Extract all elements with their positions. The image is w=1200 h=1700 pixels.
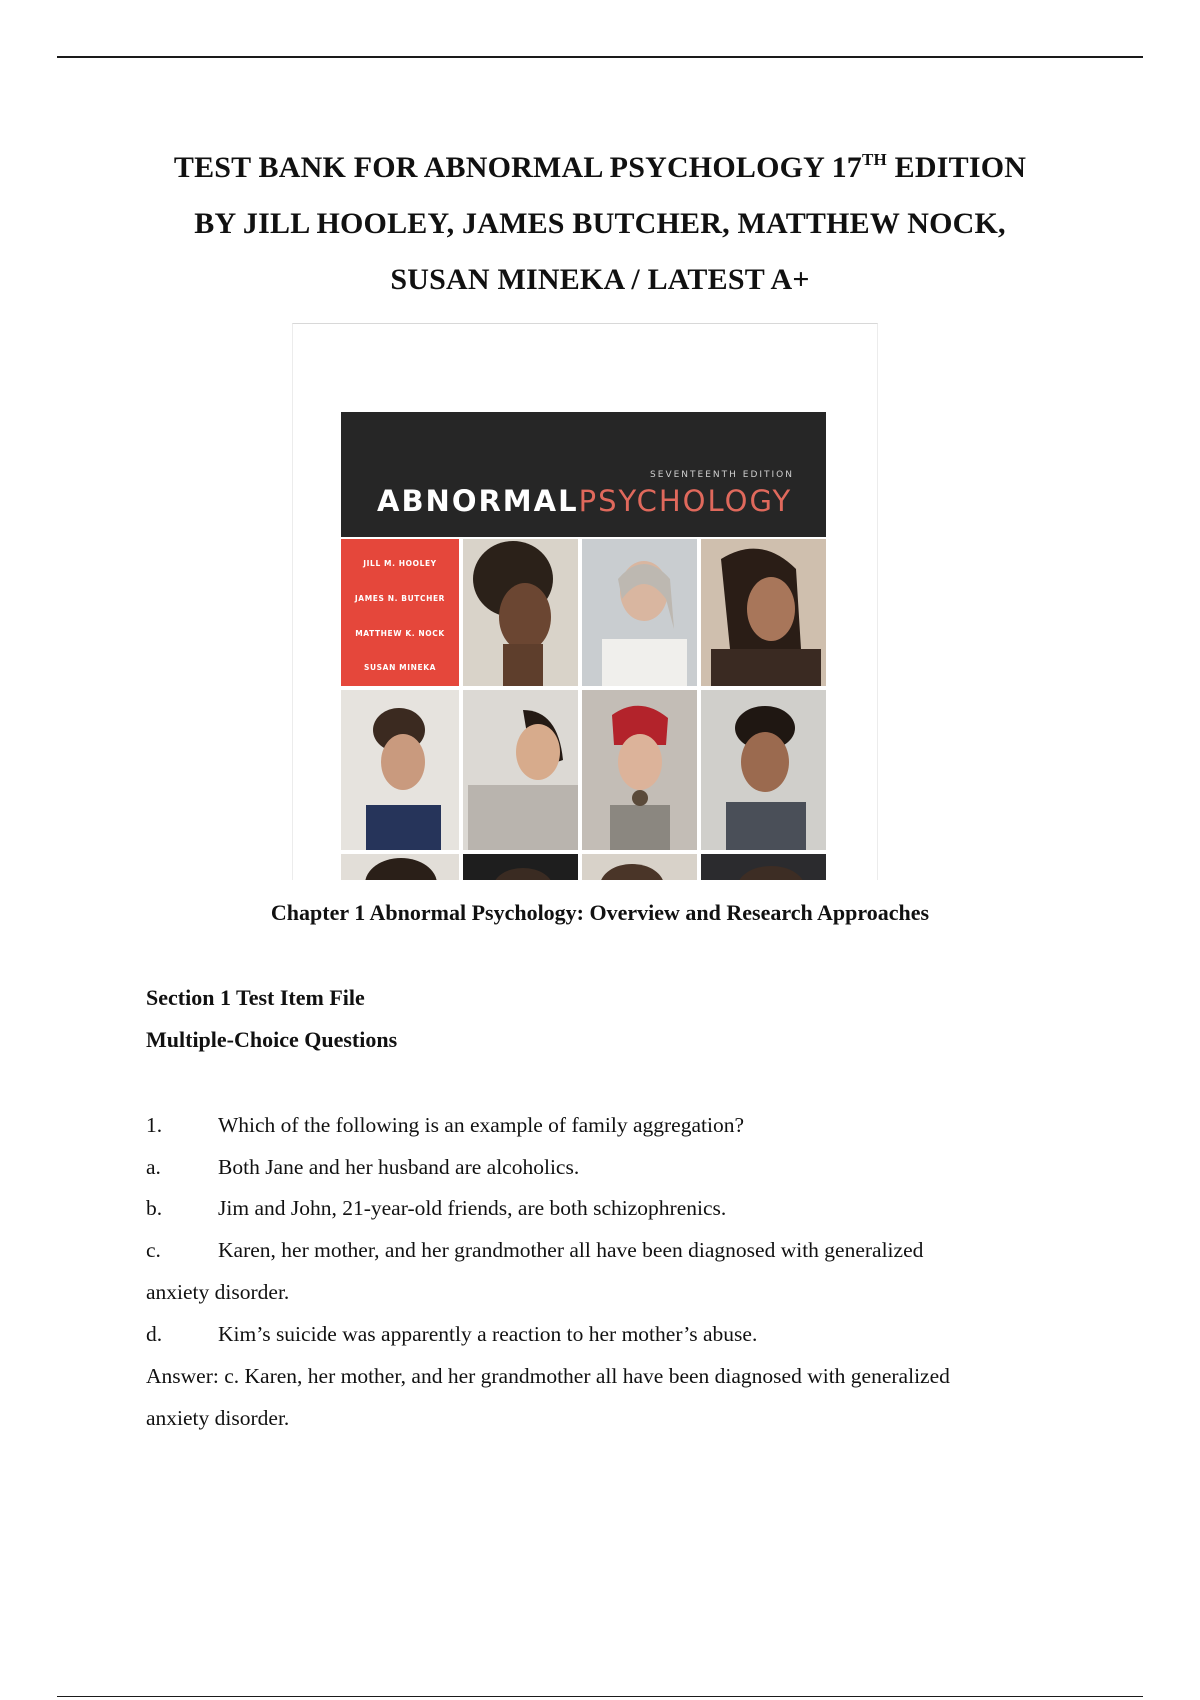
option-letter: c. [146, 1238, 161, 1262]
portrait-photo [701, 854, 826, 880]
portrait-photo [463, 854, 578, 880]
option-letter: b. [146, 1196, 163, 1220]
cover-edition-label: SEVENTEENTH EDITION [650, 470, 794, 480]
cover-title-band [341, 412, 826, 537]
option-text: Both Jane and her husband are alcoholics. [218, 1155, 580, 1179]
answer-option-c-continuation: anxiety disorder. [146, 1280, 290, 1304]
book-cover-image [292, 323, 878, 880]
option-letter: d. [146, 1322, 163, 1346]
title-line-3: SUSAN MINEKA / LATEST A+ [390, 263, 810, 296]
top-rule [57, 56, 1143, 58]
option-text: Karen, her mother, and her grandmother all have been diagnosed with generalized [218, 1238, 924, 1262]
portrait-photo [582, 690, 697, 850]
question-number: 1. [146, 1113, 163, 1137]
cover-title: ABNORMALPSYCHOLOGY [377, 484, 793, 518]
portrait-photo [341, 854, 459, 880]
bottom-rule [57, 1696, 1143, 1697]
chapter-title: Chapter 1 Abnormal Psychology: Overview and Research Approaches [270, 900, 930, 925]
portrait-photo [463, 690, 578, 850]
title-line-2: BY JILL HOOLEY, JAMES BUTCHER, MATTHEW NOCK, [194, 207, 1006, 240]
section-subheading: Multiple-Choice Questions [146, 1027, 398, 1052]
answer-key-continuation: anxiety disorder. [146, 1406, 290, 1430]
section-heading: Section 1 Test Item File [146, 985, 365, 1010]
portrait-photo [582, 539, 697, 686]
portrait-photo [341, 690, 459, 850]
option-text: Jim and John, 21-year-old friends, are both schizophrenics. [218, 1196, 727, 1220]
portrait-photo [582, 854, 697, 880]
question-text: Which of the following is an example of family aggregation? [218, 1113, 744, 1137]
cover-author: MATTHEW K. NOCK [355, 629, 445, 638]
cover-authors-panel [341, 539, 459, 686]
cover-photo-grid [341, 539, 826, 880]
answer-key-line: Answer: c. Karen, her mother, and her grandmother all have been diagnosed with generalized [146, 1364, 950, 1388]
portrait-photo [701, 690, 826, 850]
cover-author: SUSAN MINEKA [363, 663, 437, 672]
cover-author: JILL M. HOOLEY [363, 559, 437, 568]
cover-author: JAMES N. BUTCHER [354, 594, 446, 603]
document-title [0, 140, 1200, 308]
portrait-photo [463, 539, 578, 686]
portrait-photo [701, 539, 826, 686]
title-line-1: TEST BANK FOR ABNORMAL PSYCHOLOGY 17TH EDITION [173, 150, 1027, 184]
option-letter: a. [146, 1155, 161, 1179]
option-text: Kim’s suicide was apparently a reaction to her mother’s abuse. [218, 1322, 758, 1346]
